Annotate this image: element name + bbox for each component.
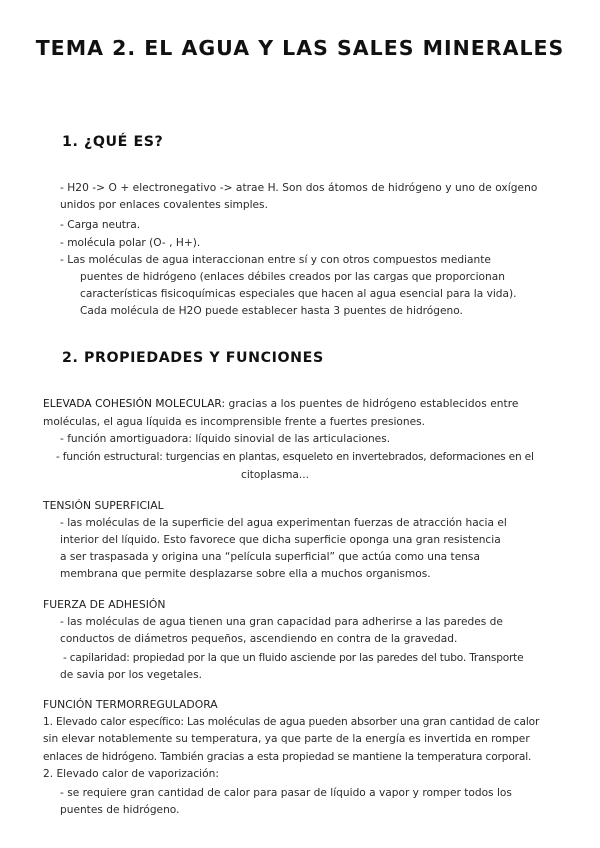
- paragraph-line: puentes de hidrógeno.: [60, 804, 180, 816]
- paragraph-line: - Las moléculas de agua interaccionan entre sí y con otros compuestos mediante: [60, 254, 491, 266]
- paragraph-line: - las moléculas de la superficie del agua experimentan fuerzas de atracción hacia el: [60, 517, 507, 529]
- paragraph-line: - molécula polar (O- , H+).: [60, 237, 201, 249]
- paragraph-line: unidos por enlaces covalentes simples.: [60, 199, 268, 211]
- paragraph-line: 1. Elevado calor específico: Las moléculas de agua pueden absorber una gran cantidad de calor: [43, 716, 540, 728]
- paragraph-line: 2. Elevado calor de vaporización:: [43, 768, 219, 780]
- paragraph-line: conductos de diámetros pequeños, ascendiendo en contra de la gravedad.: [60, 633, 458, 645]
- paragraph-line: - función amortiguadora: líquido sinovial de las articulaciones.: [60, 433, 391, 445]
- paragraph-line: puentes de hidrógeno (enlaces débiles creados por las cargas que proporcionan: [80, 271, 505, 283]
- paragraph-line: de savia por los vegetales.: [60, 669, 202, 681]
- paragraph-line: enlaces de hidrógeno. También gracias a esta propiedad se mantiene la temperatura corporal.: [43, 751, 532, 763]
- paragraph-line: - H20 -> O + electronegativo -> atrae H. Son dos átomos de hidrógeno y uno de oxígeno: [60, 182, 538, 194]
- paragraph-line: - las moléculas de agua tienen una gran capacidad para adherirse a las paredes de: [60, 616, 503, 628]
- termo-heading: FUNCIÓN TERMORREGULADORA: [43, 698, 218, 711]
- paragraph-line: - Carga neutra.: [60, 219, 141, 231]
- paragraph-line: - se requiere gran cantidad de calor para pasar de líquido a vapor y romper todos los: [60, 787, 512, 799]
- paragraph-line: interior del líquido. Esto favorece que dicha superficie oponga una gran resistencia: [60, 534, 501, 546]
- paragraph-line: membrana que permite desplazarse sobre ella a muchos organismos.: [60, 568, 431, 580]
- paragraph-line: citoplasma...: [241, 469, 309, 481]
- section-1-heading: 1. ¿QUÉ ES?: [62, 134, 164, 150]
- paragraph-line: moléculas, el agua líquida es incomprensible frente a fuertes presiones.: [43, 416, 426, 428]
- page-title: TEMA 2. EL AGUA Y LAS SALES MINERALES: [35, 36, 565, 60]
- paragraph-line: a ser traspasada y origina una “película superficial” que actúa como una tensa: [60, 551, 480, 563]
- adhesion-heading: FUERZA DE ADHESIÓN: [43, 598, 166, 611]
- cohesion-text: gracias a los puentes de hidrógeno establecidos entre: [225, 398, 519, 410]
- paragraph-line: Cada molécula de H2O puede establecer hasta 3 puentes de hidrógeno.: [80, 305, 463, 317]
- paragraph-line: sin elevar notablemente su temperatura, ya que parte de la energía es invertida en romper: [43, 733, 530, 745]
- tension-heading: TENSIÓN SUPERFICIAL: [43, 499, 164, 512]
- paragraph-line: - capilaridad: propiedad por la que un fluido asciende por las paredes del tubo. Transporte: [63, 652, 524, 664]
- paragraph-line: características fisicoquímicas especiales que hacen al agua esencial para la vida).: [80, 288, 517, 300]
- paragraph-line: - función estructural: turgencias en plantas, esqueleto en invertebrados, deformaciones en el: [56, 451, 534, 463]
- section-2-heading: 2. PROPIEDADES Y FUNCIONES: [62, 350, 324, 366]
- cohesion-label: ELEVADA COHESIÓN MOLECULAR:: [43, 398, 226, 410]
- paragraph-line: [43, 398, 518, 411]
